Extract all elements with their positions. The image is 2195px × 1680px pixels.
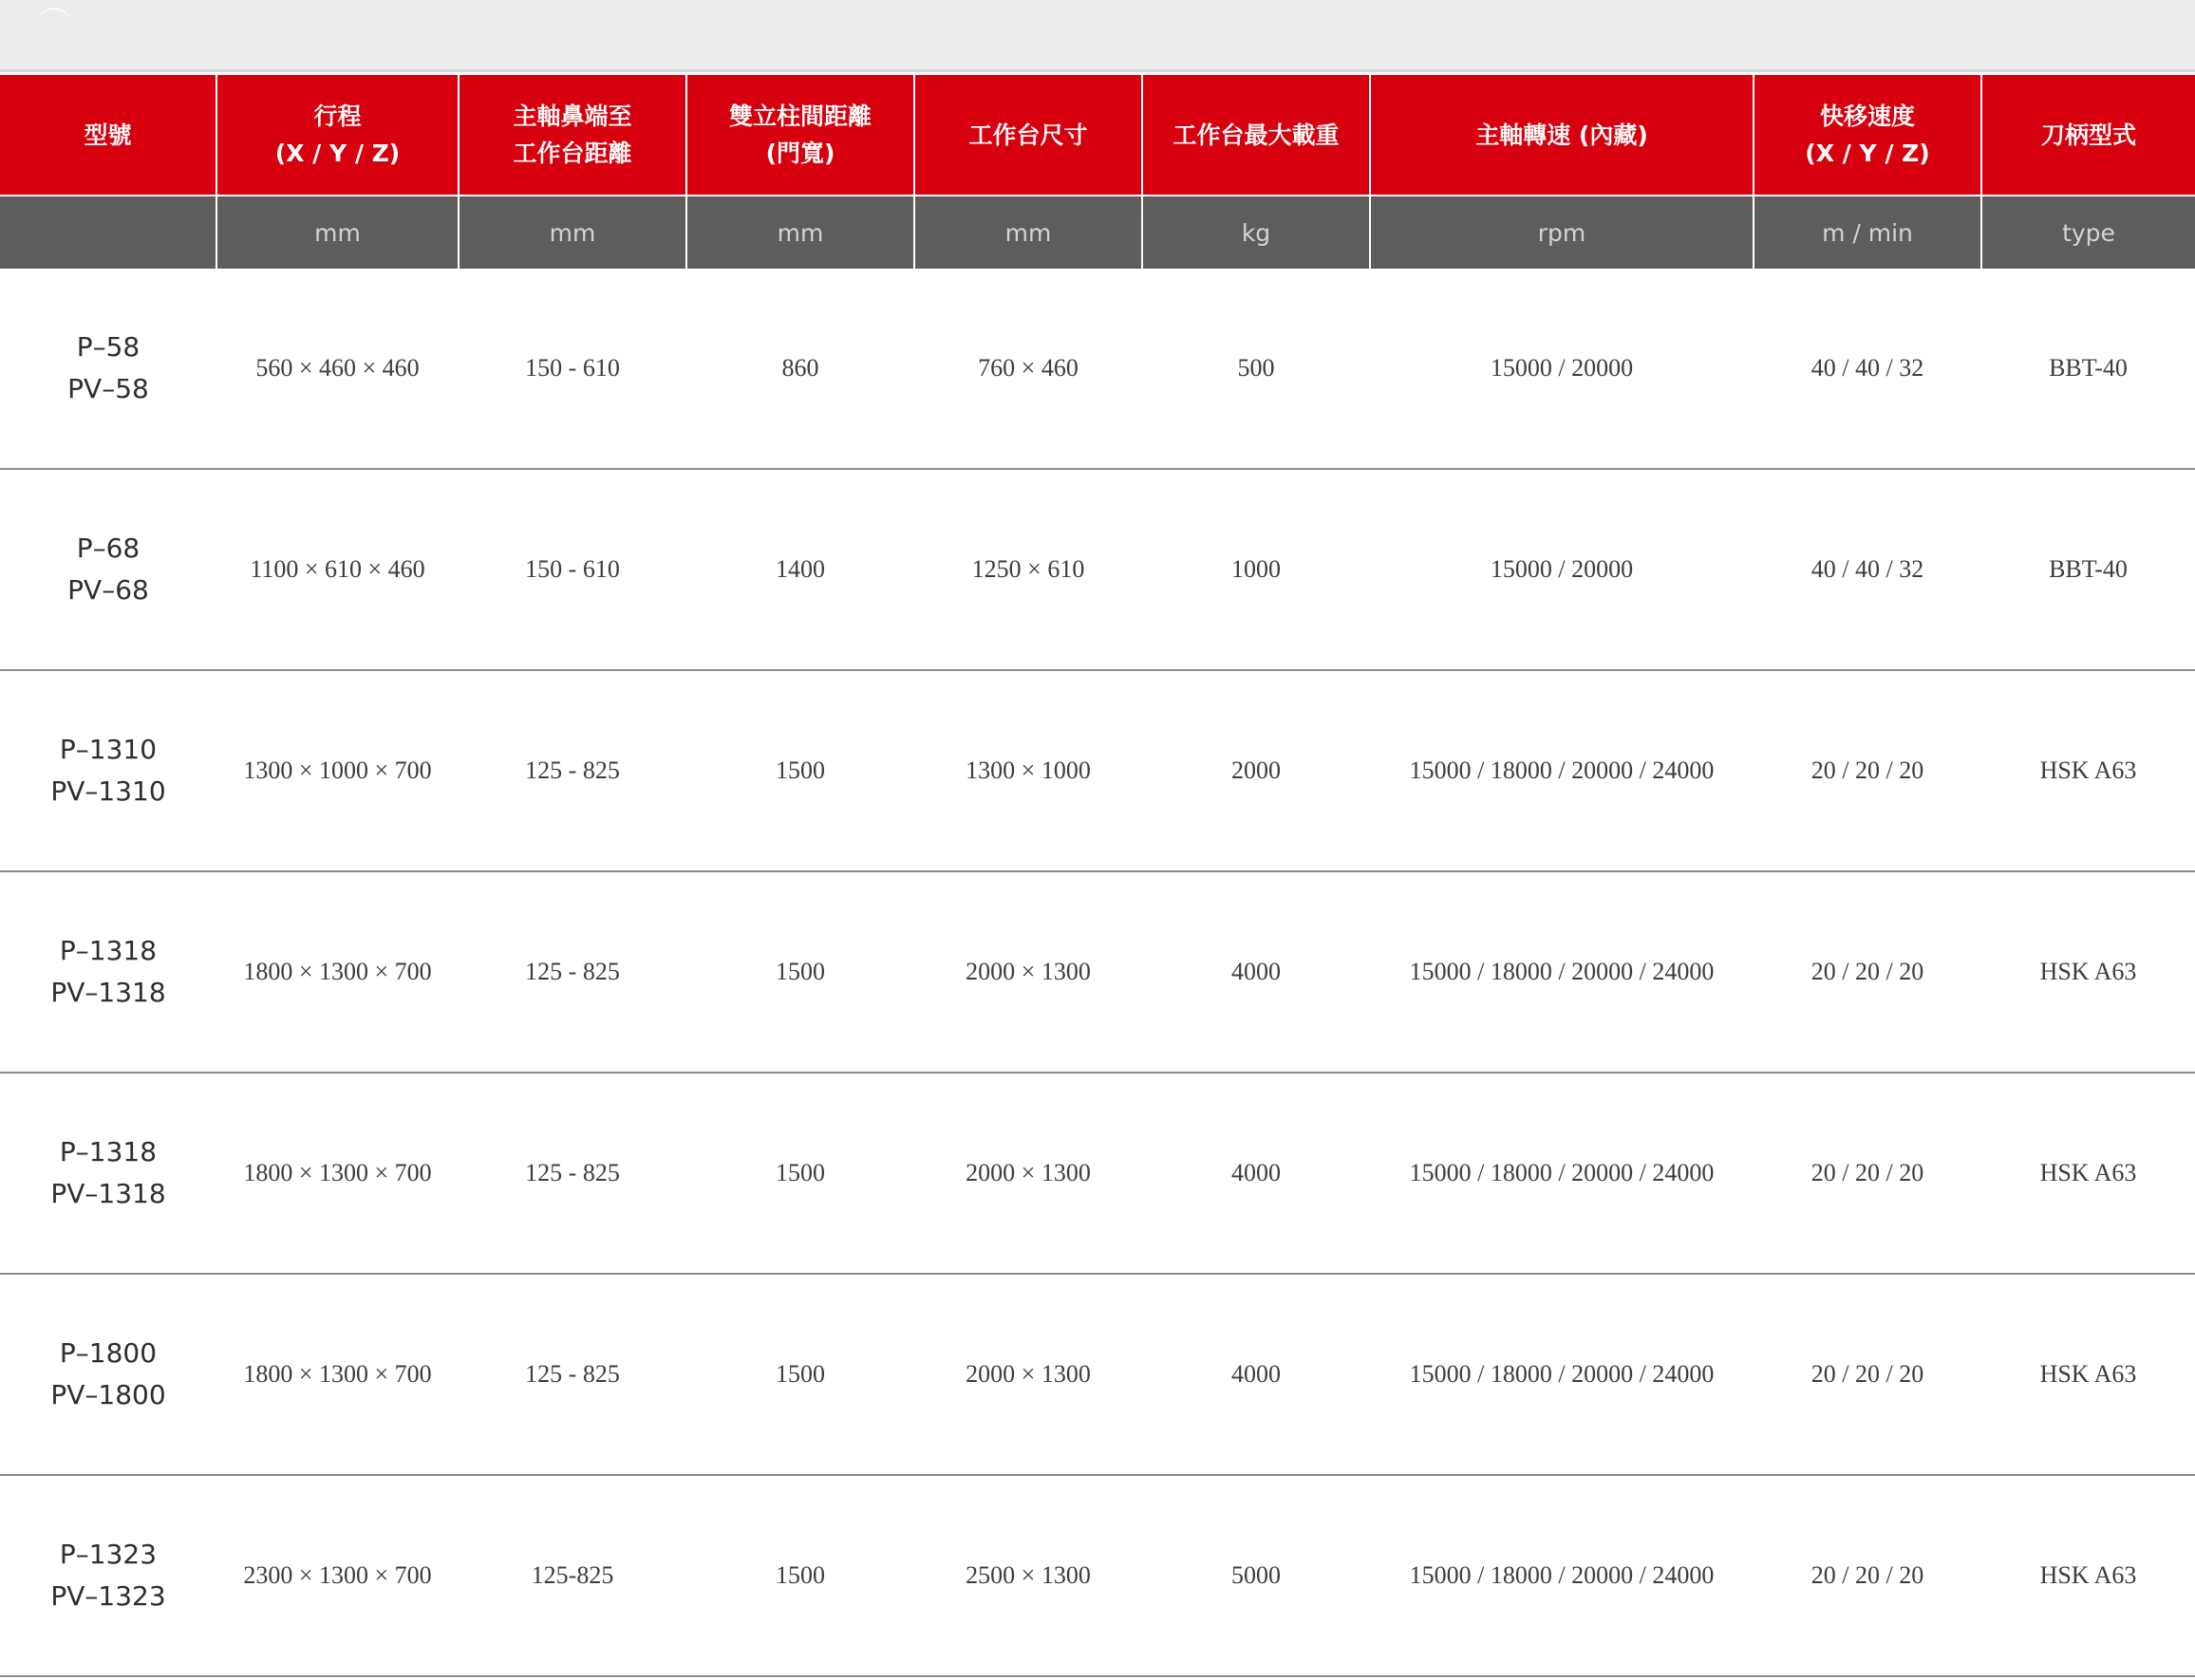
column-distance-cell: 1500 [686, 1274, 914, 1475]
table-row [0, 1274, 2195, 1475]
model-cell [0, 1073, 216, 1274]
max-load-cell: 1000 [1142, 469, 1370, 670]
column-distance-cell: 1500 [686, 1073, 914, 1274]
spindle-nose-cell: 125 - 825 [459, 670, 686, 871]
unit-table-size: mm [914, 196, 1142, 269]
spindle-nose-cell: 150 - 610 [459, 469, 686, 670]
corner-decoration [36, 8, 72, 46]
travel-cell: 1800 × 1300 × 700 [216, 1073, 459, 1274]
header-travel: 行程 (X / Y / Z) [216, 75, 459, 196]
unit-model [0, 196, 216, 269]
model-pv: PV–1310 [50, 775, 166, 807]
spindle-nose-cell: 125-825 [459, 1475, 686, 1676]
model-pv: PV–68 [67, 574, 149, 606]
model-pv: PV–58 [67, 373, 149, 404]
table-row [0, 269, 2195, 469]
model-pv: PV–1318 [50, 1178, 166, 1209]
model-p: P–1318 [59, 935, 158, 966]
travel-cell: 1100 × 610 × 460 [216, 469, 459, 670]
column-distance-cell: 860 [686, 269, 914, 469]
table-size-cell: 760 × 460 [914, 269, 1142, 469]
max-load-cell: 2000 [1142, 670, 1370, 871]
unit-row [0, 196, 2195, 269]
tool-shank-cell: HSK A63 [1981, 1475, 2195, 1676]
header-table-size: 工作台尺寸 [914, 75, 1142, 196]
model-pv: PV–1800 [50, 1379, 166, 1410]
spindle-speed-cell: 15000 / 18000 / 20000 / 24000 [1370, 1475, 1754, 1676]
rapid-traverse-cell: 20 / 20 / 20 [1754, 1274, 1981, 1475]
table-size-cell: 2500 × 1300 [914, 1475, 1142, 1676]
model-p: P–1318 [59, 1136, 158, 1167]
spindle-speed-cell: 15000 / 18000 / 20000 / 24000 [1370, 871, 1754, 1073]
table-size-cell: 1250 × 610 [914, 469, 1142, 670]
spindle-nose-cell: 125 - 825 [459, 1274, 686, 1475]
unit-spindle-nose-to-table: mm [459, 196, 686, 269]
table-row [0, 670, 2195, 871]
travel-cell: 1800 × 1300 × 700 [216, 1274, 459, 1475]
header-spindle-nose-to-table: 主軸鼻端至 工作台距離 [459, 75, 686, 196]
column-distance-cell: 1500 [686, 670, 914, 871]
top-bar [0, 0, 2195, 72]
max-load-cell: 4000 [1142, 871, 1370, 1073]
rapid-traverse-cell: 20 / 20 / 20 [1754, 1475, 1981, 1676]
tool-shank-cell: HSK A63 [1981, 1073, 2195, 1274]
model-cell [0, 670, 216, 871]
spindle-speed-cell: 15000 / 18000 / 20000 / 24000 [1370, 1073, 1754, 1274]
travel-cell: 1800 × 1300 × 700 [216, 871, 459, 1073]
column-distance-cell: 1400 [686, 469, 914, 670]
tool-shank-cell: HSK A63 [1981, 670, 2195, 871]
travel-cell: 1300 × 1000 × 700 [216, 670, 459, 871]
header-tool-shank: 刀柄型式 [1981, 75, 2195, 196]
unit-travel: mm [216, 196, 459, 269]
model-p: P–68 [76, 532, 141, 564]
header-model: 型號 [0, 75, 216, 196]
model-p: P–1323 [59, 1539, 158, 1570]
spindle-nose-cell: 125 - 825 [459, 871, 686, 1073]
table-row [0, 871, 2195, 1073]
rapid-traverse-cell: 20 / 20 / 20 [1754, 871, 1981, 1073]
unit-rapid-traverse: m / min [1754, 196, 1981, 269]
header-rapid-traverse: 快移速度 (X / Y / Z) [1754, 75, 1981, 196]
model-pv: PV–1318 [50, 977, 166, 1008]
spindle-speed-cell: 15000 / 18000 / 20000 / 24000 [1370, 670, 1754, 871]
travel-cell: 560 × 460 × 460 [216, 269, 459, 469]
max-load-cell: 5000 [1142, 1475, 1370, 1676]
rapid-traverse-cell: 20 / 20 / 20 [1754, 1073, 1981, 1274]
model-cell [0, 269, 216, 469]
model-p: P–1800 [59, 1337, 158, 1369]
header-spindle-speed: 主軸轉速 (內藏) [1370, 75, 1754, 196]
unit-column-distance: mm [686, 196, 914, 269]
model-cell [0, 469, 216, 670]
model-p: P–1310 [59, 734, 158, 765]
model-cell [0, 871, 216, 1073]
header-column-distance: 雙立柱間距離 (門寬) [686, 75, 914, 196]
unit-spindle-speed: rpm [1370, 196, 1754, 269]
table-size-cell: 2000 × 1300 [914, 871, 1142, 1073]
rapid-traverse-cell: 40 / 40 / 32 [1754, 469, 1981, 670]
table-size-cell: 1300 × 1000 [914, 670, 1142, 871]
spindle-speed-cell: 15000 / 20000 [1370, 269, 1754, 469]
column-distance-cell: 1500 [686, 1475, 914, 1676]
unit-tool-shank: type [1981, 196, 2195, 269]
model-pv: PV–1323 [50, 1580, 166, 1612]
model-cell [0, 1475, 216, 1676]
spindle-nose-cell: 150 - 610 [459, 269, 686, 469]
model-p: P–58 [76, 331, 141, 363]
spindle-speed-cell: 15000 / 18000 / 20000 / 24000 [1370, 1274, 1754, 1475]
model-cell [0, 1274, 216, 1475]
rapid-traverse-cell: 40 / 40 / 32 [1754, 269, 1981, 469]
rapid-traverse-cell: 20 / 20 / 20 [1754, 670, 1981, 871]
tool-shank-cell: HSK A63 [1981, 871, 2195, 1073]
table-size-cell: 2000 × 1300 [914, 1274, 1142, 1475]
header-max-load: 工作台最大載重 [1142, 75, 1370, 196]
tool-shank-cell: BBT-40 [1981, 469, 2195, 670]
column-distance-cell: 1500 [686, 871, 914, 1073]
max-load-cell: 4000 [1142, 1073, 1370, 1274]
travel-cell: 2300 × 1300 × 700 [216, 1475, 459, 1676]
header-row [0, 75, 2195, 196]
spec-table [0, 75, 2195, 1677]
tool-shank-cell: HSK A63 [1981, 1274, 2195, 1475]
table-row [0, 1073, 2195, 1274]
max-load-cell: 500 [1142, 269, 1370, 469]
table-row [0, 469, 2195, 670]
unit-max-load: kg [1142, 196, 1370, 269]
table-row [0, 1475, 2195, 1676]
spindle-speed-cell: 15000 / 20000 [1370, 469, 1754, 670]
max-load-cell: 4000 [1142, 1274, 1370, 1475]
spindle-nose-cell: 125 - 825 [459, 1073, 686, 1274]
tool-shank-cell: BBT-40 [1981, 269, 2195, 469]
table-size-cell: 2000 × 1300 [914, 1073, 1142, 1274]
